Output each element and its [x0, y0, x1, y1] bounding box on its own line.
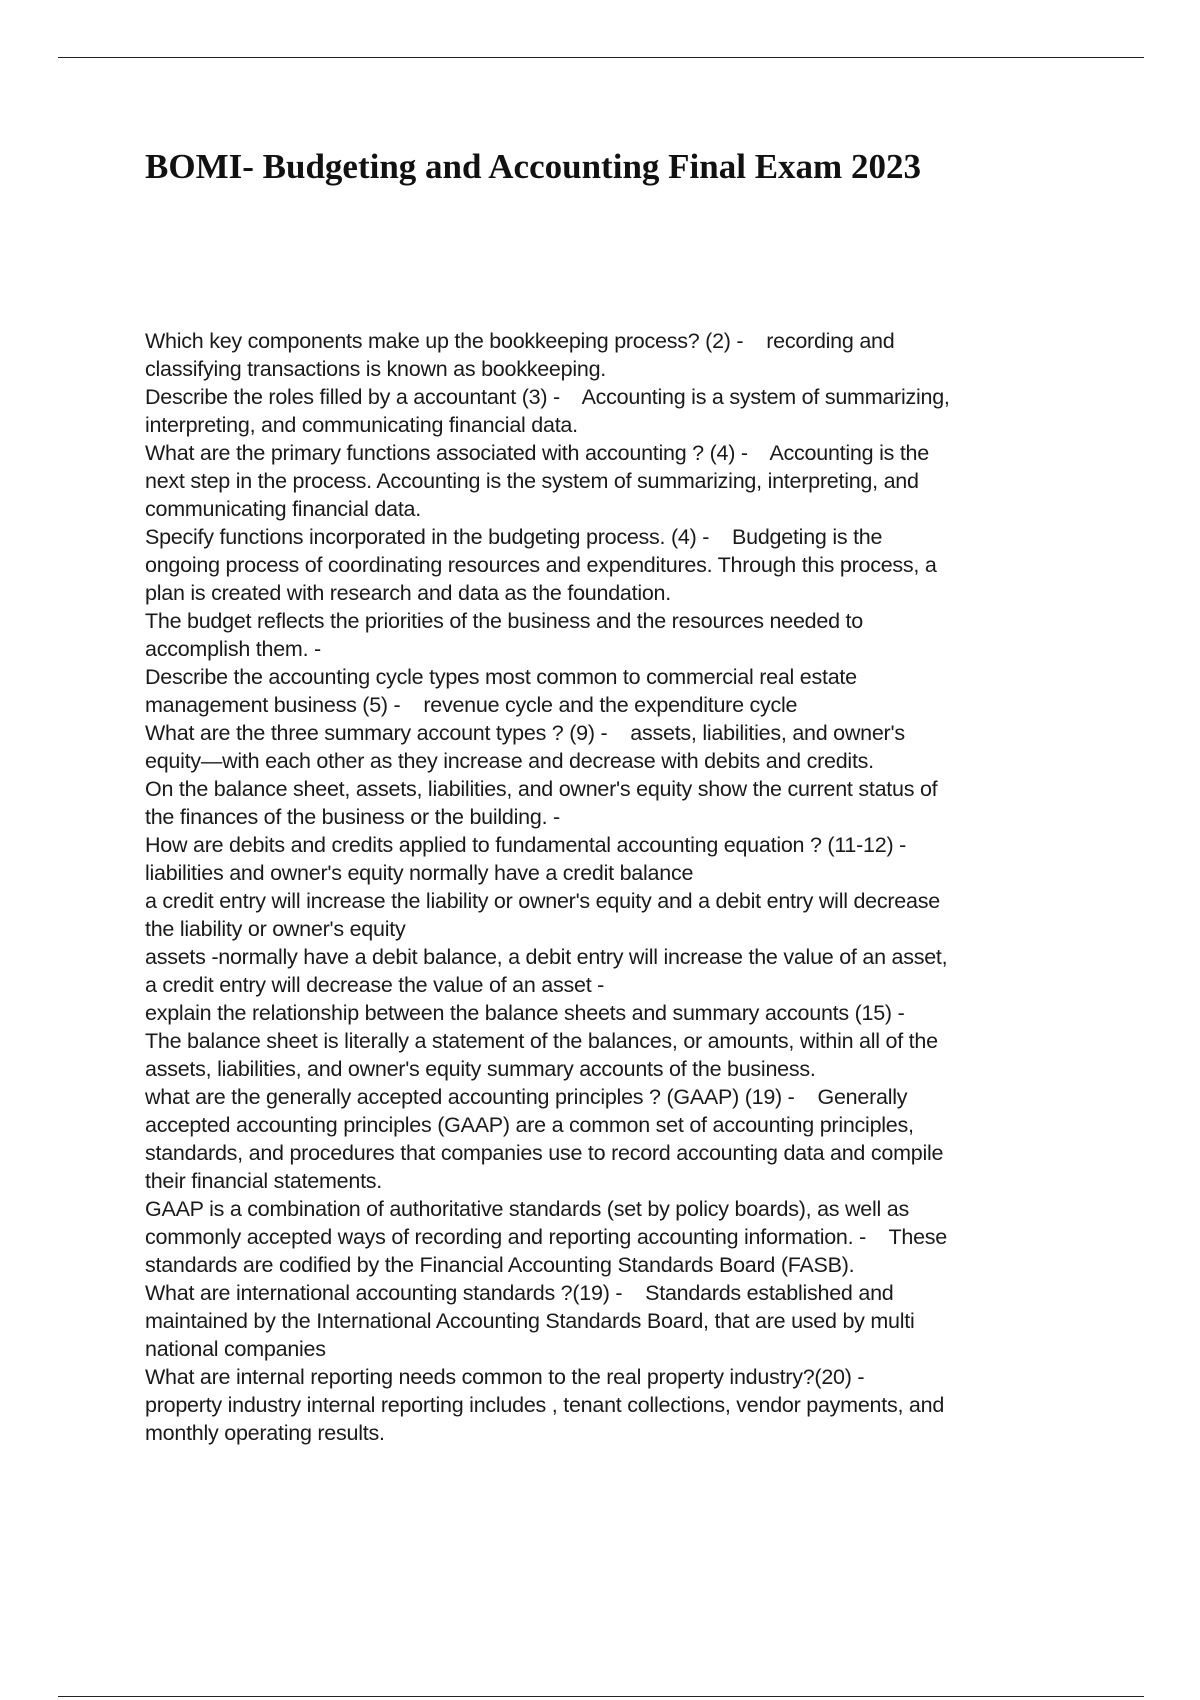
text-line: a credit entry will increase the liability or owner's equity and a debit entry will decrease: [145, 889, 940, 913]
text-line: next step in the process. Accounting is the system of summarizing, interpreting, and: [145, 469, 919, 493]
text-line: plan is created with research and data as the foundation.: [145, 581, 671, 605]
text-line: What are internal reporting needs common to the real property industry?(20) -: [145, 1365, 865, 1389]
text-line: assets, liabilities, and owner's equity summary accounts of the business.: [145, 1057, 816, 1081]
text-line: management business (5) - revenue cycle and the expenditure cycle: [145, 693, 798, 717]
text-line: The balance sheet is literally a statement of the balances, or amounts, within all of the: [145, 1029, 938, 1053]
text-line: equity—with each other as they increase and decrease with debits and credits.: [145, 749, 874, 773]
text-line: communicating financial data.: [145, 497, 421, 521]
text-line: liabilities and owner's equity normally have a credit balance: [145, 861, 694, 885]
text-line: the finances of the business or the building. -: [145, 805, 560, 829]
text-line: a credit entry will decrease the value of an asset -: [145, 973, 605, 997]
document-body: [145, 327, 1145, 1447]
text-line: the liability or owner's equity: [145, 917, 406, 941]
text-line: their financial statements.: [145, 1169, 383, 1193]
text-line: monthly operating results.: [145, 1421, 385, 1445]
text-line: The budget reflects the priorities of the business and the resources needed to: [145, 609, 863, 633]
text-line: What are international accounting standards ?(19) - Standards established and: [145, 1281, 894, 1305]
top-divider: [58, 57, 1144, 58]
text-line: ongoing process of coordinating resources and expenditures. Through this process, a: [145, 553, 937, 577]
text-line: national companies: [145, 1337, 326, 1361]
text-line: standards are codified by the Financial Accounting Standards Board (FASB).: [145, 1253, 855, 1277]
text-line: classifying transactions is known as bookkeeping.: [145, 357, 607, 381]
text-line: Describe the accounting cycle types most common to commercial real estate: [145, 665, 857, 689]
text-line: accomplish them. -: [145, 637, 321, 661]
text-line: Describe the roles filled by a accountant (3) - Accounting is a system of summarizing,: [145, 385, 950, 409]
text-line: accepted accounting principles (GAAP) are a common set of accounting principles,: [145, 1113, 914, 1137]
text-line: assets -normally have a debit balance, a debit entry will increase the value of an asset,: [145, 945, 948, 969]
text-line: GAAP is a combination of authoritative standards (set by policy boards), as well as: [145, 1197, 909, 1221]
text-line: what are the generally accepted accounting principles ? (GAAP) (19) - Generally: [145, 1085, 908, 1109]
text-line: maintained by the International Accounting Standards Board, that are used by multi: [145, 1309, 915, 1333]
text-line: standards, and procedures that companies use to record accounting data and compile: [145, 1141, 944, 1165]
text-line: property industry internal reporting includes , tenant collections, vendor payments, and: [145, 1393, 945, 1417]
document-title: BOMI- Budgeting and Accounting Final Exam 2023: [145, 147, 921, 186]
text-line: How are debits and credits applied to fundamental accounting equation ? (11-12) -: [145, 833, 907, 857]
text-line: What are the three summary account types ? (9) - assets, liabilities, and owner's: [145, 721, 905, 745]
text-line: Specify functions incorporated in the budgeting process. (4) - Budgeting is the: [145, 525, 883, 549]
text-line: interpreting, and communicating financial data.: [145, 413, 578, 437]
text-line: On the balance sheet, assets, liabilities, and owner's equity show the current status of: [145, 777, 938, 801]
bottom-divider: [58, 1696, 1144, 1697]
text-line: Which key components make up the bookkeeping process? (2) - recording and: [145, 329, 895, 353]
text-line: explain the relationship between the balance sheets and summary accounts (15) -: [145, 1001, 905, 1025]
text-line: What are the primary functions associated with accounting ? (4) - Accounting is the: [145, 441, 929, 465]
text-line: commonly accepted ways of recording and reporting accounting information. - These: [145, 1225, 948, 1249]
